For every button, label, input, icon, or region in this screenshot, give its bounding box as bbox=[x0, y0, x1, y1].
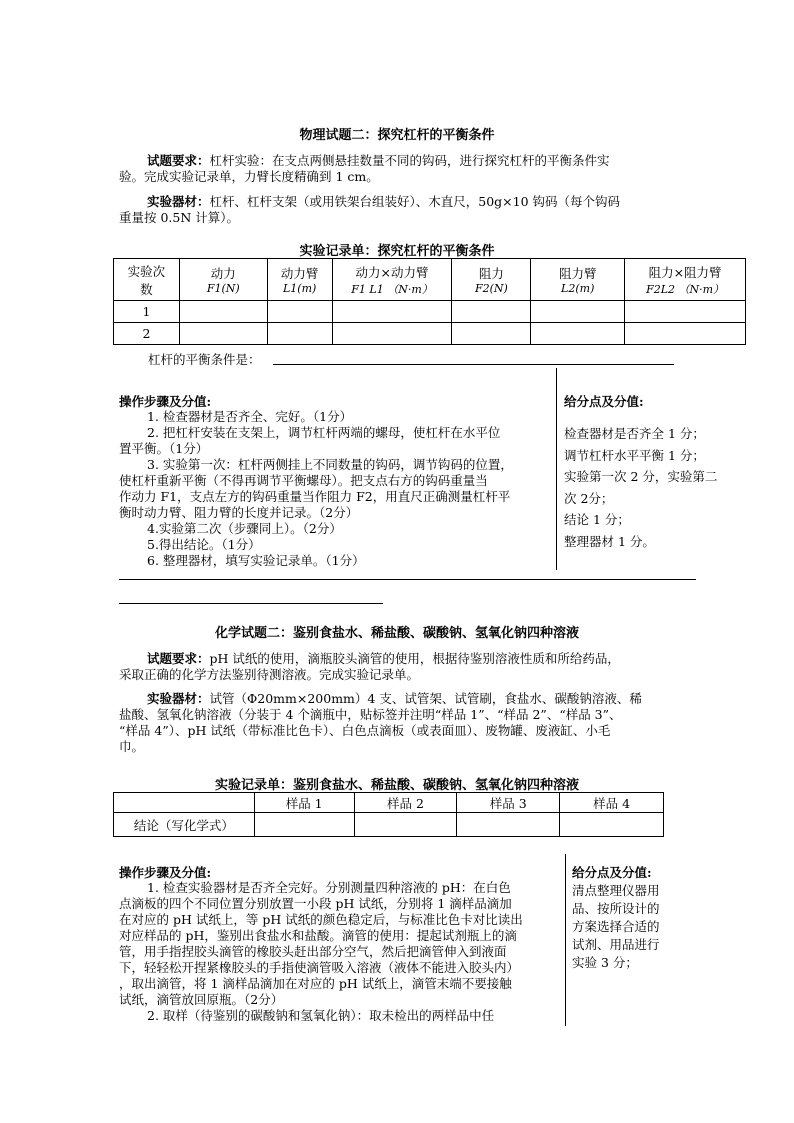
chemistry-equip-text-3: “样品 4”）、pH 试纸（带标准比色卡）、白色点滴板（或表面皿）、废物罐、废液缸、小毛 bbox=[119, 723, 611, 738]
cell-blank[interactable] bbox=[531, 301, 625, 323]
cell-blank[interactable] bbox=[332, 323, 452, 345]
score-item: 试剂、用品进行 bbox=[572, 937, 660, 952]
score-item: 整理器材 1 分。 bbox=[564, 533, 655, 549]
chemistry-equip-text-1: 试管（Φ20mm×200mm）4 支、试管架、试管刷，食盐水、碳酸钠溶液、稀 bbox=[209, 691, 642, 706]
cell-blank[interactable] bbox=[254, 813, 354, 837]
score-item: 次 2分； bbox=[564, 490, 614, 506]
step-item: 作动力 F1，支点左方的钩码重量当作阻力 F2，用直尺正确测量杠杆平 bbox=[119, 489, 511, 504]
step-item: 在对应的 pH 试纸上，等 pH 试纸的颜色稳定后，与标准比色卡对比读出 bbox=[119, 912, 523, 927]
trial-number: 1 bbox=[114, 301, 180, 323]
step-item: 2. 把杠杆安装在支架上，调节杠杆两端的螺母，使杠杆在水平位 bbox=[147, 425, 501, 440]
table-row bbox=[114, 813, 664, 837]
separator-line bbox=[119, 579, 696, 580]
chemistry-record-table bbox=[113, 792, 664, 837]
cell-blank[interactable] bbox=[452, 301, 531, 323]
step-item: 点滴板的四个不同位置分别放置一小段 pH 试纸，分别将 1 滴样品滴加 bbox=[119, 896, 512, 911]
cell-blank[interactable] bbox=[531, 323, 625, 345]
step-item: 4.实验第二次（步骤同上）。（2分） bbox=[147, 521, 342, 536]
table-row bbox=[114, 323, 746, 345]
step-item: 3. 实验第一次：杠杆两侧挂上不同数量的钩码，调节钩码的位置， bbox=[147, 457, 513, 472]
step-item: 1. 检查实验器材是否齐全完好。分别测量四种溶液的 pH：在白色 bbox=[147, 880, 511, 895]
cell-blank[interactable] bbox=[332, 301, 452, 323]
physics-req-text-1: 杠杆实验：在支点两侧悬挂数量不同的钩码，进行探究杠杆的平衡条件实 bbox=[209, 153, 610, 168]
step-item: 管，用手指捏胶头滴管的橡胶头赶出部分空气，然后把滴管伸入到液面 bbox=[119, 944, 507, 959]
step-item: 使杠杆重新平衡（不得再调节平衡螺母）。把支点右方的钩码重量当 bbox=[119, 473, 488, 488]
step-item: 试纸，滴管放回原瓶。（2分） bbox=[119, 992, 284, 1007]
cell-blank[interactable] bbox=[625, 323, 746, 345]
step-item: 6. 整理器材，填写实验记录单。（1分） bbox=[147, 553, 365, 568]
step-item: 置平衡。（1分） bbox=[119, 441, 209, 456]
header-resistance-arm: 阻力臂 L2(m) bbox=[531, 259, 625, 301]
header-sample-4: 样品 4 bbox=[560, 793, 664, 813]
separator-line-short bbox=[119, 603, 383, 604]
step-item: 5.得出结论。（1分） bbox=[147, 537, 261, 552]
cell-blank[interactable] bbox=[267, 323, 332, 345]
step-item: 下，轻轻松开捏紧橡胶头的手指使滴管吸入溶液（液体不能进入胶头内） bbox=[119, 960, 520, 975]
physics-score bbox=[564, 423, 744, 552]
chemistry-req-text-1: pH 试纸的使用，滴瓶胶头滴管的使用，根据待鉴别溶液性质和所给药品， bbox=[209, 651, 620, 666]
chemistry-requirement bbox=[119, 651, 699, 683]
physics-requirement bbox=[119, 153, 699, 185]
score-item: 结论 1 分； bbox=[564, 512, 630, 527]
conclusion-label: 结论（写化学式） bbox=[114, 813, 255, 837]
physics-title: 物理试题二：探究杠杆的平衡条件 bbox=[299, 128, 495, 143]
score-item: 检查器材是否齐全 1 分； bbox=[564, 426, 705, 441]
score-item: 清点整理仪器用 bbox=[572, 883, 660, 898]
step-item: 2. 取样（待鉴别的碳酸钠和氢氧化钠）：取未检出的两样品中任 bbox=[147, 1008, 495, 1023]
step-item: 1. 检查器材是否齐全、完好。（1分） bbox=[147, 409, 353, 424]
chemistry-equip-text-2: 盐酸、氢氧化钠溶液（分装于 4 个滴瓶中，贴标签并注明“样品 1”、“样品 2”、“样品 3”、 bbox=[119, 707, 622, 722]
trial-header: 实验次 数 bbox=[114, 259, 180, 301]
chemistry-title: 化学试题二：鉴别食盐水、稀盐酸、碳酸钠、氢氧化钠四种溶液 bbox=[214, 626, 579, 641]
header-force-moment: 动力×动力臂 F1 L1 （N·m） bbox=[332, 259, 452, 301]
physics-table-title: 实验记录单：探究杠杆的平衡条件 bbox=[299, 244, 495, 259]
score-item: 实验 3 分； bbox=[572, 955, 638, 970]
chemistry-table-title: 实验记录单：鉴别食盐水、稀盐酸、碳酸钠、氢氧化钠四种溶液 bbox=[214, 778, 579, 793]
cell-blank[interactable] bbox=[179, 301, 267, 323]
chemistry-score-title: 给分点及分值: bbox=[572, 865, 652, 880]
chemistry-steps-title: 操作步骤及分值: bbox=[119, 865, 212, 880]
score-item: 调节杠杆水平平衡 1 分； bbox=[564, 447, 705, 463]
physics-equip-text-1: 杠杆、杠杆支架（或用铁架台组装好）、木直尺，50g×10 钩码（每个钩码 bbox=[209, 194, 621, 209]
score-item: 品、按所设计的 bbox=[572, 901, 660, 916]
chemistry-req-text-2: 采取正确的化学方法鉴别待测溶液。完成实验记录单。 bbox=[119, 667, 420, 682]
step-item: ，取出滴管，将 1 滴样品滴加在对应的 pH 试纸上，滴管末端不要接触 bbox=[119, 976, 512, 991]
column-divider bbox=[565, 854, 566, 1026]
cell-blank[interactable] bbox=[179, 323, 267, 345]
chemistry-req-label: 试题要求： bbox=[147, 651, 210, 666]
cell-blank[interactable] bbox=[560, 813, 664, 837]
physics-req-text-2: 验。完成实验记录单，力臂长度精确到 1 cm。 bbox=[119, 169, 379, 184]
physics-record-table bbox=[113, 258, 746, 345]
header-sample-3: 样品 3 bbox=[457, 793, 560, 813]
physics-equipment bbox=[119, 194, 699, 226]
cell-blank[interactable] bbox=[457, 813, 560, 837]
header-sample-1: 样品 1 bbox=[254, 793, 354, 813]
header-sample-2: 样品 2 bbox=[354, 793, 457, 813]
header-empty bbox=[114, 793, 255, 813]
trial-number: 2 bbox=[114, 323, 180, 345]
physics-equip-label: 实验器材： bbox=[147, 194, 210, 209]
score-item: 方案选择合适的 bbox=[572, 919, 660, 934]
header-resistance-moment: 阻力×阻力臂 F2L2 （N·m） bbox=[625, 259, 746, 301]
cell-blank[interactable] bbox=[625, 301, 746, 323]
physics-steps-title: 操作步骤及分值: bbox=[119, 394, 212, 409]
physics-steps bbox=[119, 409, 559, 569]
physics-equip-text-2: 重量按 0.5N 计算）。 bbox=[119, 210, 240, 225]
header-force-arm: 动力臂 L1(m) bbox=[267, 259, 332, 301]
chemistry-equipment bbox=[119, 691, 699, 755]
balance-condition-label: 杠杆的平衡条件是： bbox=[148, 352, 261, 367]
cell-blank[interactable] bbox=[452, 323, 531, 345]
step-item: 衡时动力臂、阻力臂的长度并记录。（2分） bbox=[119, 505, 359, 520]
physics-req-label: 试题要求： bbox=[147, 153, 210, 168]
cell-blank[interactable] bbox=[354, 813, 457, 837]
physics-score-title: 给分点及分值: bbox=[564, 394, 644, 409]
balance-answer-line[interactable] bbox=[273, 364, 674, 365]
chemistry-equip-text-4: 巾。 bbox=[119, 739, 145, 754]
header-resistance: 阻力 F2(N) bbox=[452, 259, 531, 301]
cell-blank[interactable] bbox=[267, 301, 332, 323]
header-force: 动力 F1(N) bbox=[179, 259, 267, 301]
chemistry-steps bbox=[119, 880, 565, 1024]
step-item: 对应样品的 pH，鉴别出食盐水和盐酸。滴管的使用：提起试剂瓶上的滴 bbox=[119, 928, 517, 943]
table-row bbox=[114, 301, 746, 323]
score-item: 实验第一次 2 分，实验第二 bbox=[564, 469, 718, 484]
chemistry-equip-label: 实验器材： bbox=[147, 691, 210, 706]
chemistry-score bbox=[572, 882, 682, 972]
